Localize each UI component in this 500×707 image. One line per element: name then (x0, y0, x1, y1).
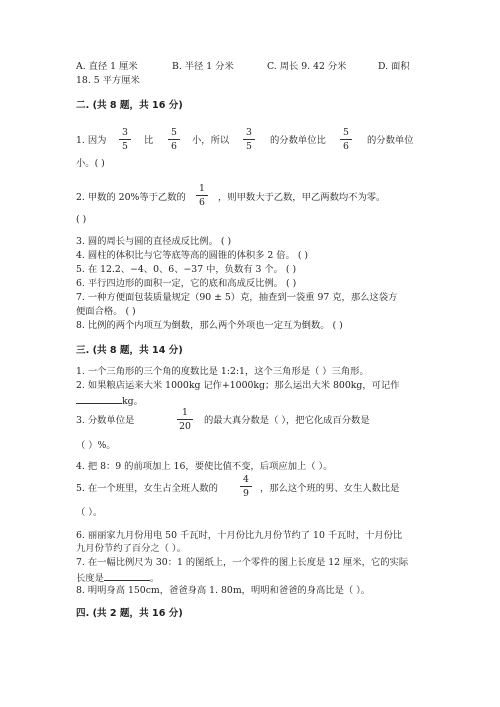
fraction (240, 474, 252, 499)
s3-q8: 8. 明明身高 150cm，爸爸身高 1. 80m，明明和爸爸的身高比是（ ）。 (76, 585, 371, 596)
fraction-numerator: 5 (343, 127, 349, 138)
s3-q2: 2. 如果粮店运来大米 1000kg 记作+1000kg；那么运出大米 800kg，可记作 (76, 380, 400, 391)
fraction (119, 127, 131, 152)
s3-q7-line2 (76, 571, 159, 585)
fraction-denominator: 5 (122, 141, 128, 152)
s2-q1-part-d: 的分数单位比 (270, 135, 326, 146)
option-d-continued: 18. 5 平方厘米 (76, 75, 140, 86)
s2-q1-line2: 小。( ) (76, 158, 105, 169)
s3-q4: 4. 把 8：9 的前项加上 16，要使比值不变，后项应加上（ ）。 (76, 461, 333, 472)
s3-q7-end: 。 (149, 573, 160, 584)
option-d: D. 面积 (378, 61, 410, 72)
fraction-denominator: 5 (246, 141, 252, 152)
section-4-title: 四. (共 2 题，共 16 分) (76, 608, 183, 619)
s3-q3-part-b: 的最大真分数是（ ），把它化成百分数是 (204, 415, 370, 426)
s2-q1-part-e: 的分数单位 (367, 135, 414, 146)
fraction-numerator: 1 (182, 407, 188, 418)
section-2-title: 二. (共 8 题，共 16 分) (76, 100, 183, 111)
s3-q7: 7. 在一幅比例尺为 30：1 的图纸上，一个零件的图上长度是 12 厘米，它的实际 (76, 557, 409, 568)
fraction-denominator: 9 (243, 488, 249, 499)
option-c: C. 周长 9. 42 分米 (267, 61, 347, 72)
s3-q2-unit: kg。 (122, 396, 143, 407)
s3-q3-part-a: 3. 分数单位是 (76, 415, 135, 426)
option-a: A. 直径 1 厘米 (76, 61, 138, 72)
fraction-denominator: 6 (171, 141, 177, 152)
answer-blank[interactable] (104, 571, 150, 581)
s3-q6-line2: 九月份节约了百分之（ ）。 (76, 543, 186, 554)
answer-blank[interactable] (76, 394, 122, 404)
fraction-numerator: 4 (243, 474, 249, 485)
s2-q1-part-c: 小，所以 (192, 135, 230, 146)
s3-q7-label: 长度是 (76, 573, 104, 584)
s3-q3-line2: （ ）%。 (76, 440, 116, 451)
s2-q1-part-b: 比 (144, 135, 154, 146)
fraction-denominator: 6 (343, 141, 349, 152)
fraction-denominator: 20 (179, 421, 191, 432)
s2-q7-line2: 便面合格。 ( ) (76, 306, 136, 317)
fraction-denominator: 6 (199, 197, 205, 208)
s2-q1-part-a: 1. 因为 (76, 135, 107, 146)
fraction (243, 127, 255, 152)
s2-q8: 8. 比例的两个内项互为倒数，那么两个外项也一定互为倒数。 ( ) (76, 320, 343, 331)
fraction-numerator: 3 (246, 127, 252, 138)
s2-q2-part-b: ，则甲数大于乙数，甲乙两数均不为零。 (218, 192, 386, 203)
fraction (196, 183, 208, 208)
s3-q5-line2: （ ）。 (76, 507, 103, 518)
section-3-title: 三. (共 8 题，共 14 分) (76, 345, 183, 356)
s3-q1: 1. 一个三角形的三个角的度数比是 1:2:1，这个三角形是（ ）三角形。 (76, 366, 369, 377)
fraction (168, 127, 180, 152)
option-b: B. 半径 1 分米 (172, 61, 234, 72)
s2-q5: 5. 在 12.2、−4、0、6、−37 中，负数有 3 个。 ( ) (76, 264, 297, 275)
fraction (340, 127, 352, 152)
fraction-numerator: 3 (122, 127, 128, 138)
s2-q2-part-a: 2. 甲数的 20%等于乙数的 (76, 192, 186, 203)
s3-q6: 6. 丽丽家九月份用电 50 千瓦时，十月份比九月份节约了 10 千瓦时，十月份比 (76, 530, 403, 541)
s3-q5-part-a: 5. 在一个班里，女生占全班人数的 (76, 483, 218, 494)
fraction-numerator: 5 (171, 127, 177, 138)
s2-q2-line2: ( ) (76, 214, 87, 225)
fraction (177, 407, 193, 432)
s3-q2-line2 (76, 394, 143, 408)
s2-q3: 3. 圆的周长与圆的直径成反比例。 ( ) (76, 236, 232, 247)
fraction-numerator: 1 (199, 183, 205, 194)
s2-q4: 4. 圆柱的体积比与它等底等高的圆锥的体积多 2 倍。 ( ) (76, 250, 309, 261)
s2-q7: 7. 一种方便面包装质量规定（90 ± 5）克，抽查到一袋重 97 克，那么这袋方 (76, 292, 398, 303)
s3-q5-part-b: ，那么这个班的男、女生人数比是 (260, 483, 400, 494)
s2-q6: 6. 平行四边形的面积一定，它的底和高成反比例。 ( ) (76, 278, 297, 289)
